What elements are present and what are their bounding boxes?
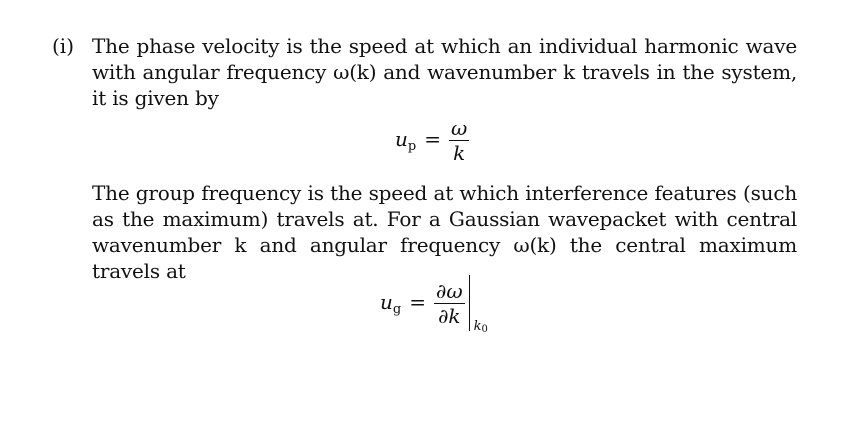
- equation-2-lhs: $u_g$: [380, 289, 402, 317]
- equation-1-numerator: ω: [450, 116, 468, 140]
- equation-2-fraction: [434, 280, 465, 327]
- equation-group-velocity: [380, 275, 488, 335]
- equation-1-lhs: $u_p$: [395, 127, 417, 154]
- equation-2-denominator: ∂k: [438, 303, 461, 328]
- equation-1-fraction: [449, 117, 469, 164]
- equation-2-numerator: ∂ω: [435, 278, 463, 303]
- evaluation-point: k0: [473, 319, 488, 335]
- equation-1-equals: =: [424, 127, 441, 151]
- item-label: (i): [52, 34, 75, 58]
- paragraph-phase-velocity: The phase velocity is the speed at which an individual harmonic wave with angular frequency ω(k) and wavenumber k travels in the system, it is given by: [92, 34, 797, 110]
- equation-2-equals: =: [409, 289, 426, 314]
- equation-phase-velocity: [395, 117, 469, 164]
- equation-1-denominator: k: [453, 141, 466, 165]
- paragraph-group-velocity: The group frequency is the speed at which interference features (such as the maximum) travels at. For a Gaussian wavepacket with central wavenumber k and angular frequency ω(k) the central maximum travels at: [92, 181, 797, 283]
- evaluation-bar: [469, 275, 488, 335]
